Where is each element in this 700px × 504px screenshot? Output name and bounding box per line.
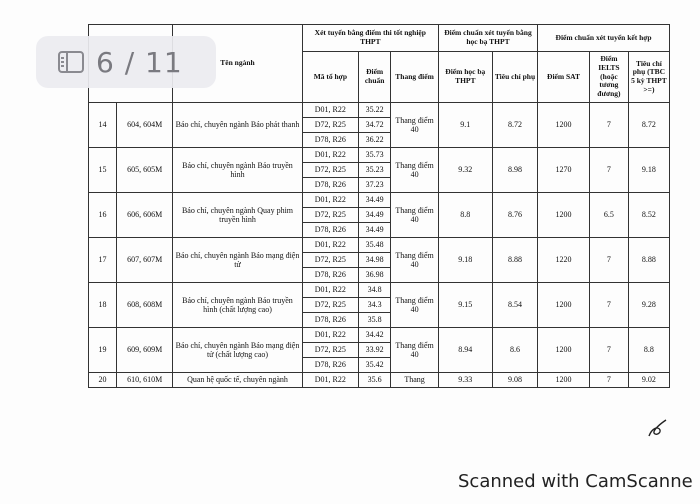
sat-score: 1200 [538, 328, 590, 373]
transcript-score: 9.32 [438, 148, 492, 193]
cutoff-score: 34.98 [358, 253, 390, 268]
cutoff-score: 34.8 [358, 283, 390, 298]
score-scale: Thang điểm 40 [391, 193, 439, 238]
ielts-score: 7 [589, 328, 628, 373]
row-stt: 15 [89, 148, 117, 193]
subject-combo: D78, R26 [302, 358, 358, 373]
subject-combo: D01, R22 [302, 148, 358, 163]
subject-combo: D78, R26 [302, 268, 358, 283]
cutoff-score: 35.6 [358, 373, 390, 388]
header-tieu-chi-phu-tbc: Tiêu chí phụ (TBC 5 kỳ THPT >=) [628, 52, 669, 103]
sat-score: 1200 [538, 103, 590, 148]
subject-combo: D01, R22 [302, 103, 358, 118]
table-row [89, 238, 670, 253]
row-code: 610, 610M [117, 373, 173, 388]
tbc-criteria: 8.72 [628, 103, 669, 148]
subject-combo: D01, R22 [302, 283, 358, 298]
cutoff-score: 36.98 [358, 268, 390, 283]
header-tieu-chi-phu: Tiêu chí phụ [492, 52, 537, 103]
tbc-criteria: 9.28 [628, 283, 669, 328]
header-diem-ielts: Điểm IELTS (hoặc tương đương) [589, 52, 628, 103]
row-code: 608, 608M [117, 283, 173, 328]
table-row [89, 193, 670, 208]
row-major: Quan hệ quốc tế, chuyên ngành [173, 373, 303, 388]
cutoff-score: 37.23 [358, 178, 390, 193]
sat-score: 1270 [538, 148, 590, 193]
tbc-criteria: 9.02 [628, 373, 669, 388]
header-ma-to-hop: Mã tổ hợp [302, 52, 358, 103]
row-stt: 19 [89, 328, 117, 373]
sat-score: 1200 [538, 283, 590, 328]
score-scale: Thang điểm 40 [391, 283, 439, 328]
cutoff-score: 35.22 [358, 103, 390, 118]
secondary-criteria: 8.98 [492, 148, 537, 193]
cutoff-score: 35.42 [358, 358, 390, 373]
cutoff-score: 35.8 [358, 313, 390, 328]
subject-combo: D01, R22 [302, 238, 358, 253]
row-major: Báo chí, chuyên ngành Báo truyền hình (chất lượng cao) [173, 283, 303, 328]
ielts-score: 7 [589, 283, 628, 328]
row-code: 604, 604M [117, 103, 173, 148]
tbc-criteria: 8.88 [628, 238, 669, 283]
header-group-hocba: Điểm chuẩn xét tuyển bằng học bạ THPT [438, 25, 537, 52]
subject-combo: D01, R22 [302, 328, 358, 343]
cutoff-score: 35.23 [358, 163, 390, 178]
row-code: 606, 606M [117, 193, 173, 238]
score-scale: Thang [391, 373, 439, 388]
row-stt: 16 [89, 193, 117, 238]
subject-combo: D78, R26 [302, 178, 358, 193]
scanner-watermark: Scanned with CamScanne [458, 471, 693, 492]
row-stt: 14 [89, 103, 117, 148]
cutoff-score: 35.48 [358, 238, 390, 253]
header-diem-sat: Điểm SAT [538, 52, 590, 103]
cutoff-score: 36.22 [358, 133, 390, 148]
cutoff-score: 34.49 [358, 208, 390, 223]
row-major: Báo chí, chuyên ngành Báo phát thanh [173, 103, 303, 148]
secondary-criteria: 8.88 [492, 238, 537, 283]
table-row [89, 148, 670, 163]
page-indicator[interactable] [36, 36, 216, 88]
table-row [89, 283, 670, 298]
score-scale: Thang điểm 40 [391, 103, 439, 148]
sat-score: 1200 [538, 373, 590, 388]
sat-score: 1200 [538, 193, 590, 238]
row-code: 607, 607M [117, 238, 173, 283]
row-stt: 18 [89, 283, 117, 328]
sat-score: 1220 [538, 238, 590, 283]
cutoff-score: 35.73 [358, 148, 390, 163]
ielts-score: 6.5 [589, 193, 628, 238]
table-row [89, 373, 670, 388]
subject-combo: D01, R22 [302, 373, 358, 388]
transcript-score: 9.1 [438, 103, 492, 148]
tbc-criteria: 9.18 [628, 148, 669, 193]
cutoff-score: 34.49 [358, 193, 390, 208]
secondary-criteria: 9.08 [492, 373, 537, 388]
page-indicator-text: 6 / 11 [96, 45, 183, 79]
subject-combo: D72, R25 [302, 208, 358, 223]
subject-combo: D78, R26 [302, 133, 358, 148]
tbc-criteria: 8.8 [628, 328, 669, 373]
transcript-score: 8.8 [438, 193, 492, 238]
secondary-criteria: 8.54 [492, 283, 537, 328]
table-row [89, 328, 670, 343]
subject-combo: D78, R26 [302, 313, 358, 328]
table-row [89, 103, 670, 118]
row-code: 609, 609M [117, 328, 173, 373]
row-stt: 17 [89, 238, 117, 283]
score-scale: Thang điểm 40 [391, 148, 439, 193]
subject-combo: D72, R25 [302, 253, 358, 268]
transcript-score: 8.94 [438, 328, 492, 373]
secondary-criteria: 8.72 [492, 103, 537, 148]
transcript-score: 9.33 [438, 373, 492, 388]
secondary-criteria: 8.6 [492, 328, 537, 373]
row-major: Báo chí, chuyên ngành Báo mạng điện tử (chất lượng cao) [173, 328, 303, 373]
subject-combo: D72, R25 [302, 118, 358, 133]
header-ten-nganh: Tên ngành [173, 25, 303, 103]
row-major: Báo chí, chuyên ngành Báo mạng điện tử [173, 238, 303, 283]
ielts-score: 7 [589, 103, 628, 148]
header-group-kethop: Điểm chuẩn xét tuyển kết hợp [538, 25, 670, 52]
cutoff-score: 34.3 [358, 298, 390, 313]
score-scale: Thang điểm 40 [391, 238, 439, 283]
cutoff-score: 34.72 [358, 118, 390, 133]
transcript-score: 9.18 [438, 238, 492, 283]
score-scale: Thang điểm 40 [391, 328, 439, 373]
subject-combo: D01, R22 [302, 193, 358, 208]
header-thang-diem: Thang điểm [391, 52, 439, 103]
cutoff-score: 34.49 [358, 223, 390, 238]
row-stt: 20 [89, 373, 117, 388]
cutoff-score: 34.42 [358, 328, 390, 343]
page-list-icon [58, 51, 84, 73]
ielts-score: 7 [589, 238, 628, 283]
cutoff-score: 33.92 [358, 343, 390, 358]
tbc-criteria: 8.52 [628, 193, 669, 238]
subject-combo: D72, R25 [302, 343, 358, 358]
header-diem-hoc-ba: Điểm học bạ THPT [438, 52, 492, 103]
ielts-score: 7 [589, 148, 628, 193]
header-group-thi: Xét tuyển bằng điểm thi tốt nghiệp THPT [302, 25, 438, 52]
transcript-score: 9.15 [438, 283, 492, 328]
subject-combo: D72, R25 [302, 298, 358, 313]
row-code: 605, 605M [117, 148, 173, 193]
secondary-criteria: 8.76 [492, 193, 537, 238]
row-major: Báo chí, chuyên ngành Quay phim truyền hình [173, 193, 303, 238]
ielts-score: 7 [589, 373, 628, 388]
signature-mark-icon [646, 418, 670, 440]
header-diem-chuan: Điểm chuẩn [358, 52, 390, 103]
subject-combo: D72, R25 [302, 163, 358, 178]
row-major: Báo chí, chuyên ngành Báo truyền hình [173, 148, 303, 193]
subject-combo: D78, R26 [302, 223, 358, 238]
